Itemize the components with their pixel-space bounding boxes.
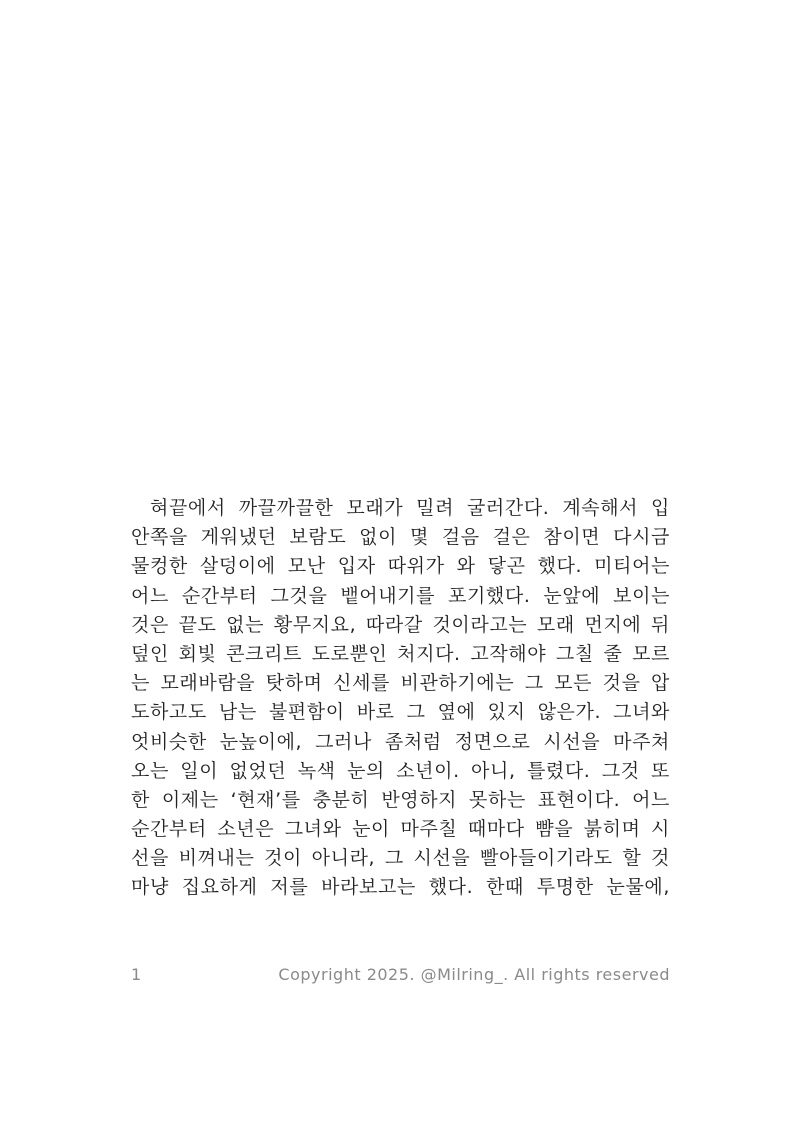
- text-line: 마냥 집요하게 저를 바라보고는 했다. 한때 투명한 눈물에,: [131, 876, 670, 899]
- text-line: 선을 비껴내는 것이 아니라, 그 시선을 빨아들이기라도 할 것: [131, 847, 670, 870]
- page-footer: [131, 963, 670, 987]
- text-line: 덮인 회빛 콘크리트 도로뿐인 처지다. 고작해야 그칠 줄 모르: [131, 642, 670, 665]
- text-line: 어느 순간부터 그것을 뱉어내기를 포기했다. 눈앞에 보이는: [131, 584, 670, 607]
- text-line: 한 이제는 ‘현재’를 충분히 반영하지 못하는 표현이다. 어느: [131, 788, 670, 811]
- body-text: [131, 494, 670, 903]
- page-number: 1: [131, 965, 142, 984]
- text-line: 는 모래바람을 탓하며 신세를 비관하기에는 그 모든 것을 압: [131, 672, 670, 695]
- text-line: 물컹한 살덩이에 모난 입자 따위가 와 닿곤 했다. 미티어는: [131, 555, 670, 578]
- copyright-notice: Copyright 2025. @Milring_. All rights reserved: [278, 965, 670, 984]
- text-line: 순간부터 소년은 그녀와 눈이 마주칠 때마다 뺨을 붉히며 시: [131, 818, 670, 841]
- text-line: 오는 일이 없었던 녹색 눈의 소년이. 아니, 틀렸다. 그것 또: [131, 759, 670, 782]
- text-line: 도하고도 남는 불편함이 바로 그 옆에 있지 않은가. 그녀와: [131, 701, 670, 724]
- text-line: 것은 끝도 없는 황무지요, 따라갈 것이라고는 모래 먼지에 뒤: [131, 613, 670, 636]
- text-line: 혀끝에서 까끌까끌한 모래가 밀려 굴러간다. 계속해서 입: [150, 497, 670, 519]
- text-line: 안쪽을 게워냈던 보람도 없이 몇 걸음 걸은 참이면 다시금: [131, 526, 670, 549]
- text-line: 엇비슷한 눈높이에, 그러나 좀처럼 정면으로 시선을 마주쳐: [131, 730, 670, 753]
